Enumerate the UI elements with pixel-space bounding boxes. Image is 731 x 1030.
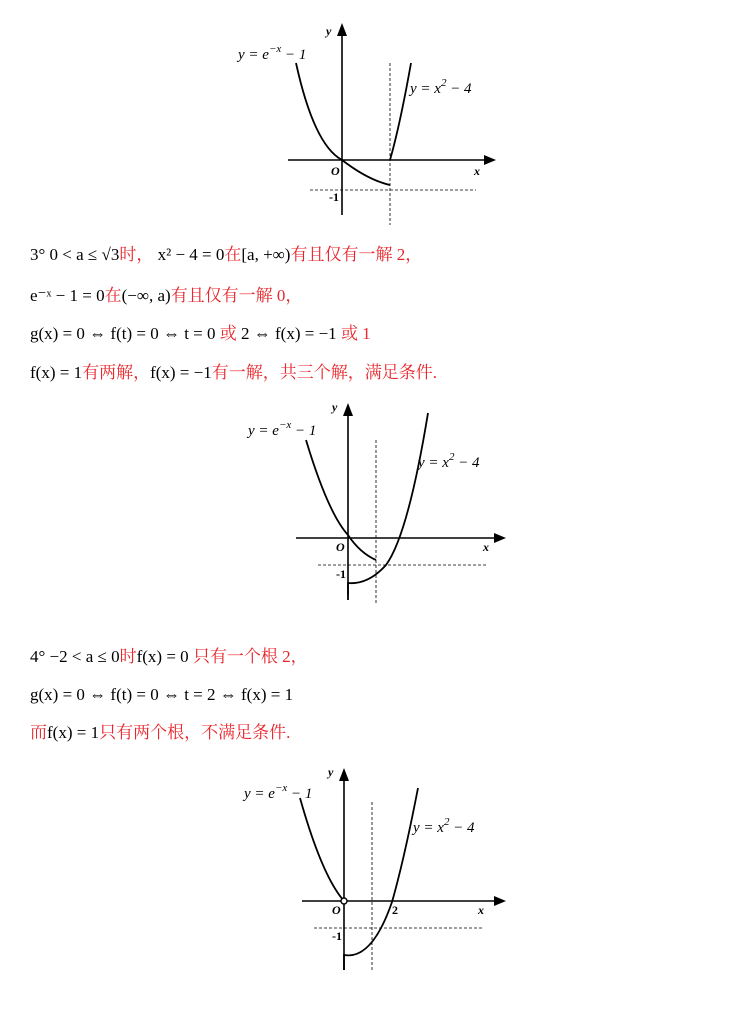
curve-parabola xyxy=(344,788,418,970)
label-exp: $y = e^{-x} - 1$ xyxy=(244,782,313,802)
axis-x-name: x xyxy=(483,540,489,554)
case3-line2: e⁻ˣ − 1 = 0在(−∞, a)有且仅有一解 0， xyxy=(30,286,303,305)
tick-neg1: -1 xyxy=(336,567,346,581)
open-point-origin xyxy=(341,898,347,904)
label-exp: $y = e^{-x} - 1$ xyxy=(238,43,307,63)
curve-exp xyxy=(300,798,344,901)
tick-2: 2 xyxy=(392,903,398,917)
axis-y-name: y xyxy=(328,765,334,779)
axis-y-name: y xyxy=(326,24,332,38)
axis-x-name: x xyxy=(474,164,480,178)
case3-line4: f(x) = 1有两解，f(x) = −1有一解，共三个解，满足条件. xyxy=(30,363,437,382)
axis-x-name: x xyxy=(478,903,484,917)
origin-label: O xyxy=(336,540,345,554)
label-parabola: $y = x^2 - 4$ xyxy=(413,816,475,836)
figure-2 xyxy=(240,395,530,610)
origin-label: O xyxy=(332,903,341,917)
curve-parabola xyxy=(390,63,411,160)
label-parabola: $y = x^2 - 4$ xyxy=(410,77,472,97)
tick-neg1: -1 xyxy=(329,190,339,204)
case4-line1: 4° −2 < a ≤ 0时f(x) = 0 只有一个根 2， xyxy=(30,647,308,666)
origin-label: O xyxy=(331,164,340,178)
tick-neg1: -1 xyxy=(332,929,342,943)
y-axis-arrow xyxy=(337,23,347,36)
case3-line3: g(x) = 0 ⇔ f(t) = 0 ⇔ t = 0 或 2 ⇔ f(x) = −1 或 1 xyxy=(30,324,371,343)
case4-line2: g(x) = 0 ⇔ f(t) = 0 ⇔ t = 2 ⇔ f(x) = 1 xyxy=(30,685,294,704)
x-axis-arrow xyxy=(494,533,506,543)
y-axis-arrow xyxy=(339,768,349,781)
curve-parabola xyxy=(348,413,428,600)
label-exp: $y = e^{-x} - 1$ xyxy=(248,419,317,439)
case3-line1: 3° 0 < a ≤ √3时， x² − 4 = 0在[a, +∞)有且仅有一解 2， xyxy=(30,245,423,264)
curve-exp xyxy=(296,63,390,185)
case4-line3: 而f(x) = 1只有两个根，不满足条件. xyxy=(30,723,291,742)
figure-3 xyxy=(240,760,530,985)
label-parabola: $y = x^2 - 4$ xyxy=(418,451,480,471)
x-axis-arrow xyxy=(494,896,506,906)
x-axis-arrow xyxy=(484,155,496,165)
y-axis-arrow xyxy=(343,403,353,416)
figure-1 xyxy=(230,15,520,230)
axis-y-name: y xyxy=(332,400,338,414)
